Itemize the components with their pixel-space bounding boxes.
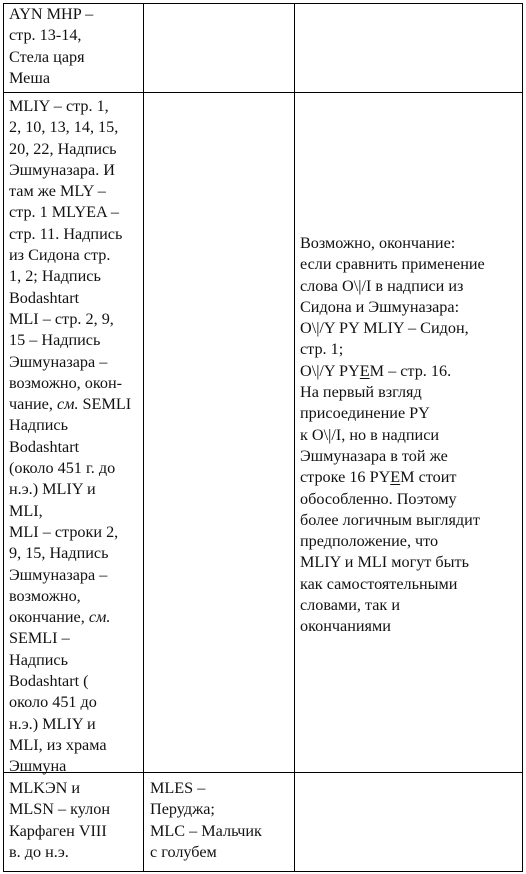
cell-line: MLI,	[9, 501, 43, 520]
table-border-left	[3, 3, 4, 872]
cell-line: стр. 1;	[300, 340, 344, 359]
cell-line: стр. 11. Надпись	[9, 224, 123, 243]
cell-line: предположение, что	[300, 532, 439, 551]
cell-line: Меша	[9, 68, 51, 87]
table-divider-col1	[143, 3, 144, 872]
cell-line: O\|/Y PYEM – стр. 16.	[300, 361, 452, 380]
cell-line: 15 – Надпись	[9, 331, 101, 350]
table-border-right	[522, 3, 523, 872]
cell-line: строке 16 PYEM стоит	[300, 468, 457, 487]
table-cell-row2-col3	[300, 233, 485, 638]
cell-line: в. до н.э.	[9, 842, 69, 861]
cell-line: AYN MHP –	[9, 5, 94, 23]
cell-line: MLES –	[150, 779, 206, 797]
cell-line: возможно, окон-	[9, 373, 123, 392]
cell-line: Эшмуна	[9, 757, 67, 776]
cell-line: На первый взгляд	[300, 383, 422, 402]
cell-line: Надпись	[9, 650, 69, 669]
cell-line: Bodashtart (	[9, 672, 89, 691]
table-cell-row3-col2	[150, 778, 262, 863]
cell-line: возможно,	[9, 586, 81, 605]
table-cell-row3-col1	[9, 778, 110, 863]
cell-line: Bodashtart	[9, 288, 80, 307]
cell-line: чание, см. SEMLI	[9, 395, 132, 414]
cell-line: словами, так и	[300, 596, 401, 615]
cell-line: Сидона и Эшмуназара:	[300, 297, 460, 316]
cell-line: Надпись	[9, 416, 69, 435]
table-row-divider-1	[3, 92, 523, 93]
cell-line: Возможно, окончание:	[300, 234, 456, 252]
cell-line: окончание, см.	[9, 608, 111, 627]
table-divider-col2	[294, 3, 295, 872]
cell-line: SEMLI –	[9, 629, 70, 648]
cell-line: около 451 до	[9, 693, 97, 712]
cell-line: присоединение PY	[300, 404, 430, 423]
cell-line: 1, 2; Надпись	[9, 267, 101, 286]
cell-line: MLIY и MLI могут быть	[300, 553, 469, 572]
cell-line: с голубем	[150, 842, 217, 861]
cell-line: 2, 10, 13, 14, 15,	[9, 118, 119, 137]
cell-line: к O\|/I, но в надписи	[300, 425, 440, 444]
cell-line: н.э.) MLIY и	[9, 714, 96, 733]
cell-line: н.э.) MLIY и	[9, 480, 96, 499]
cell-line: MLI – строки 2,	[9, 522, 119, 541]
cell-line: (около 451 г. до	[9, 459, 116, 478]
table-border-bottom	[3, 871, 523, 872]
cell-line: Bodashtart	[9, 437, 80, 456]
cell-line: Эшмуназара в той же	[300, 446, 448, 465]
cell-line: там же MLY –	[9, 182, 106, 201]
cell-line: Карфаген VIII	[9, 821, 107, 840]
cell-line: MLI – стр. 2, 9,	[9, 309, 114, 328]
cell-line: 9, 15, Надпись	[9, 544, 109, 563]
cell-line: MLI, из храма	[9, 735, 107, 754]
cell-line: Эшмуназара –	[9, 565, 108, 584]
cell-line: из Сидона стр.	[9, 246, 111, 265]
cell-line: более логичным выглядит	[300, 510, 480, 529]
table-cell-row1-col1	[9, 4, 93, 89]
cell-line: стр. 13-14,	[9, 26, 82, 45]
cell-line: Эшмуназара. И	[9, 160, 115, 179]
cell-line: если сравнить применение	[300, 255, 485, 274]
cell-line: как самостоятельными	[300, 574, 458, 593]
cell-line: обособленно. Поэтому	[300, 489, 457, 508]
cell-line: MLSN – кулон	[9, 800, 111, 819]
cell-line: MLC – Мальчик	[150, 821, 262, 840]
cell-line: слова O\|/I в надписи из	[300, 276, 464, 295]
cell-line: 20, 22, Надпись	[9, 139, 117, 158]
cell-line: Перуджа;	[150, 800, 215, 819]
cell-line: MLKЭN и	[9, 779, 81, 797]
cell-line: Стела царя	[9, 47, 85, 66]
cell-line: стр. 1 MLYEA –	[9, 203, 119, 222]
cell-line: MLIY – стр. 1,	[9, 97, 109, 115]
table-cell-row2-col1	[9, 96, 131, 778]
cell-line: Эшмуназара –	[9, 352, 108, 371]
cell-line: O\|/Y PY MLIY – Сидон,	[300, 319, 469, 338]
cell-line: окончаниями	[300, 617, 391, 636]
